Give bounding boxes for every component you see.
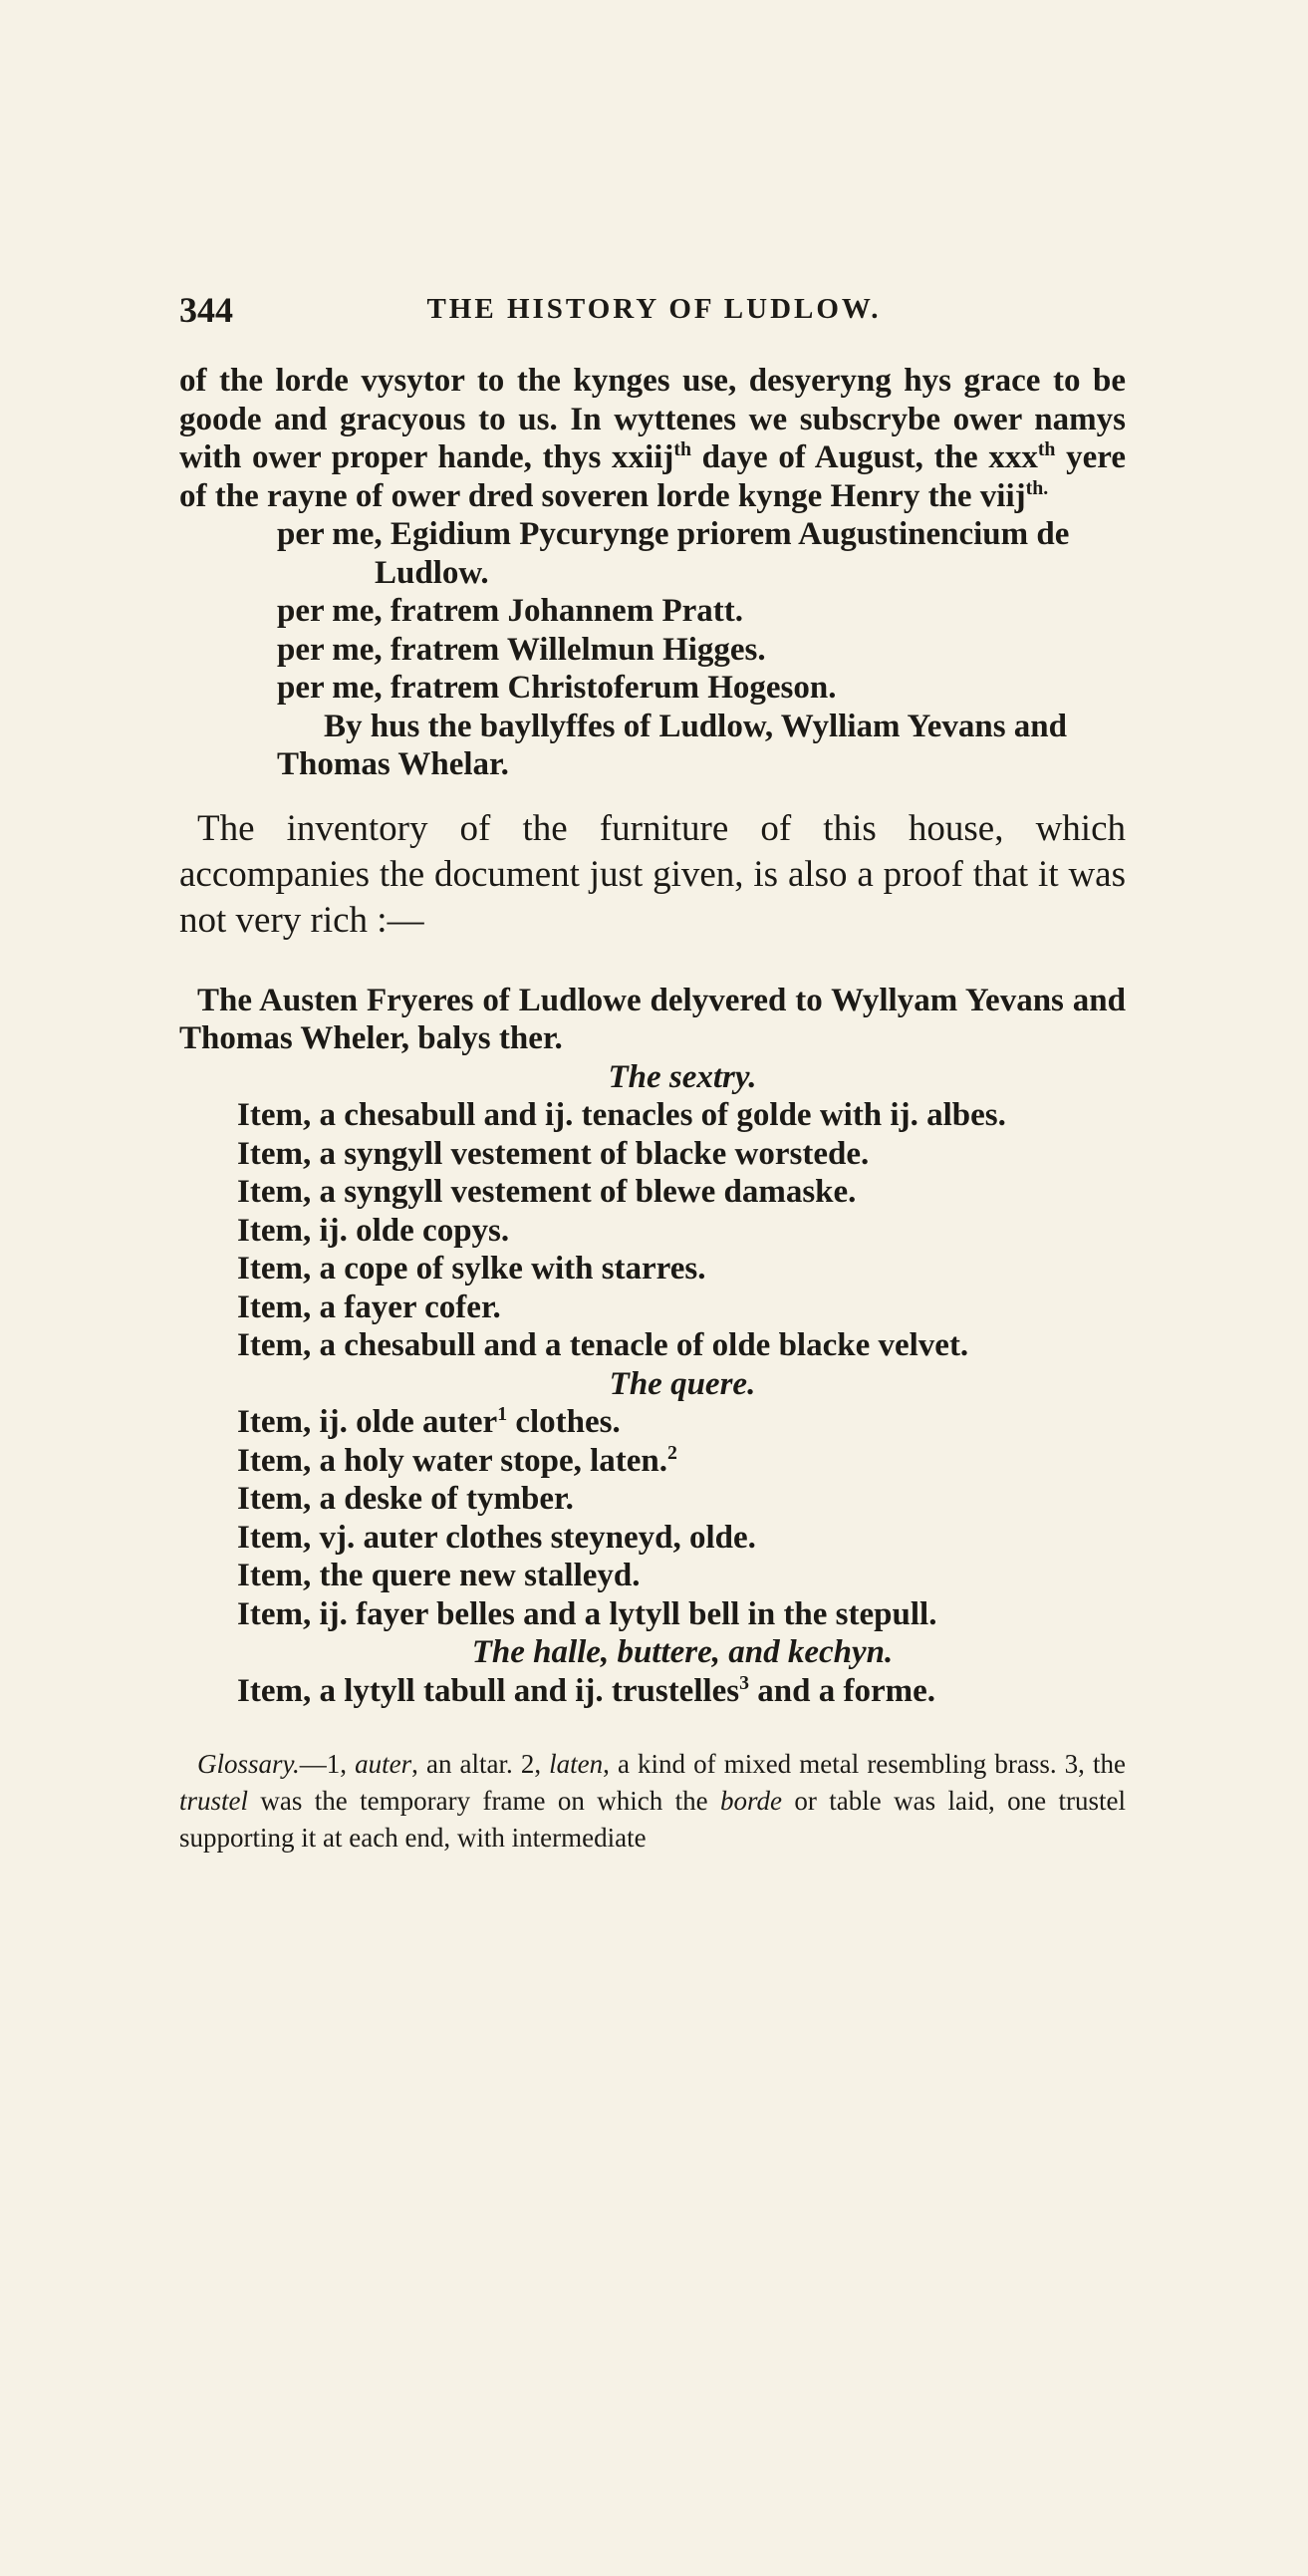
inventory-item: Item, ij. fayer belles and a lytyll bell in the stepull. [237, 1595, 937, 1632]
page-body [179, 362, 1126, 1857]
signature-line: per me, fratrem Christoferum Hogeson. [277, 670, 837, 706]
inventory-item: Item, a syngyll vestement of blacke worstede. [237, 1135, 870, 1172]
section-heading: The halle, buttere, and kechyn. [471, 1634, 894, 1670]
signature-line: per me, fratrem Willelmun Higges. [277, 631, 766, 668]
bailiffs-signature-cont: Thomas Whelar. [277, 746, 509, 782]
bailiffs-signature: By hus the bayllyffes of Ludlow, Wylliam Yevans and [324, 708, 1068, 744]
inventory-item: Item, a holy water stope, laten.$^2$ [237, 1441, 677, 1479]
inventory-item: Item, ij. olde copys. [237, 1212, 510, 1249]
inventory-item: Item, the quere new stalleyd. [237, 1558, 641, 1593]
inventory-title: The Austen Fryeres of Ludlowe delyvered to Wyllyam Yevans and Thomas Wheler, balys ther. [179, 982, 1126, 1056]
signature-continuation: Ludlow. [375, 554, 489, 591]
signature-line: per me, Egidium Pycurynge priorem Augustinencium de [277, 516, 1070, 552]
page-number: 344 [179, 290, 233, 330]
inventory-item: Item, a syngyll vestement of blewe damaske. [237, 1174, 857, 1210]
footnote-marker: 1 [497, 1403, 508, 1425]
section-heading: The sextry. [608, 1058, 757, 1095]
inventory-item: Item, a deske of tymber. [237, 1481, 574, 1517]
inventory-item: Item, a chesabull and a tenacle of olde blacke velvet. [237, 1327, 969, 1363]
prose-paragraph: The inventory of the furniture of this house, which accompanies the document just given, is also a proof that it was not very rich :— [179, 807, 1126, 941]
inventory-item: Item, a chesabull and ij. tenacles of golde with ij. albes. [237, 1097, 1006, 1133]
section-heading: The quere. [609, 1365, 756, 1402]
inventory-item: Item, ij. olde auter$^1$ clothes. [237, 1403, 621, 1440]
page-header [179, 289, 1129, 329]
inventory-item: Item, vj. auter clothes steyneyd, olde. [237, 1519, 756, 1556]
running-head: THE HISTORY OF LUDLOW. [426, 293, 882, 325]
inventory-item: Item, a cope of sylke with starres. [237, 1251, 706, 1287]
letter-text: of the lorde vysytor to the kynges use, desyeryng hys grace to be goode and gracyous to us. In wyttenes we subscrybe ower namys with ower proper hande, thys xxiij$^{th}$ daye of August, the xxx$^{th}$ yere of the rayne of ower dred soveren lorde kynge Henry the viij$^{th.}$ [179, 363, 1126, 514]
glossary-footnote: Glossary.—1, auter, an altar. 2, laten, a kind of mixed metal resembling brass. 3, the trustel was the temporary frame on which the borde or table was laid, one trustel supporting it at each end, with intermediate [179, 1749, 1127, 1853]
inventory-item: Item, a fayer cofer. [237, 1288, 501, 1325]
inventory-item: Item, a lytyll tabull and ij. trustelles$^3$ and a forme. [237, 1671, 936, 1709]
signature-line: per me, fratrem Johannem Pratt. [277, 593, 743, 629]
footnote-marker: 2 [667, 1441, 677, 1464]
footnote-marker: 3 [739, 1671, 750, 1694]
